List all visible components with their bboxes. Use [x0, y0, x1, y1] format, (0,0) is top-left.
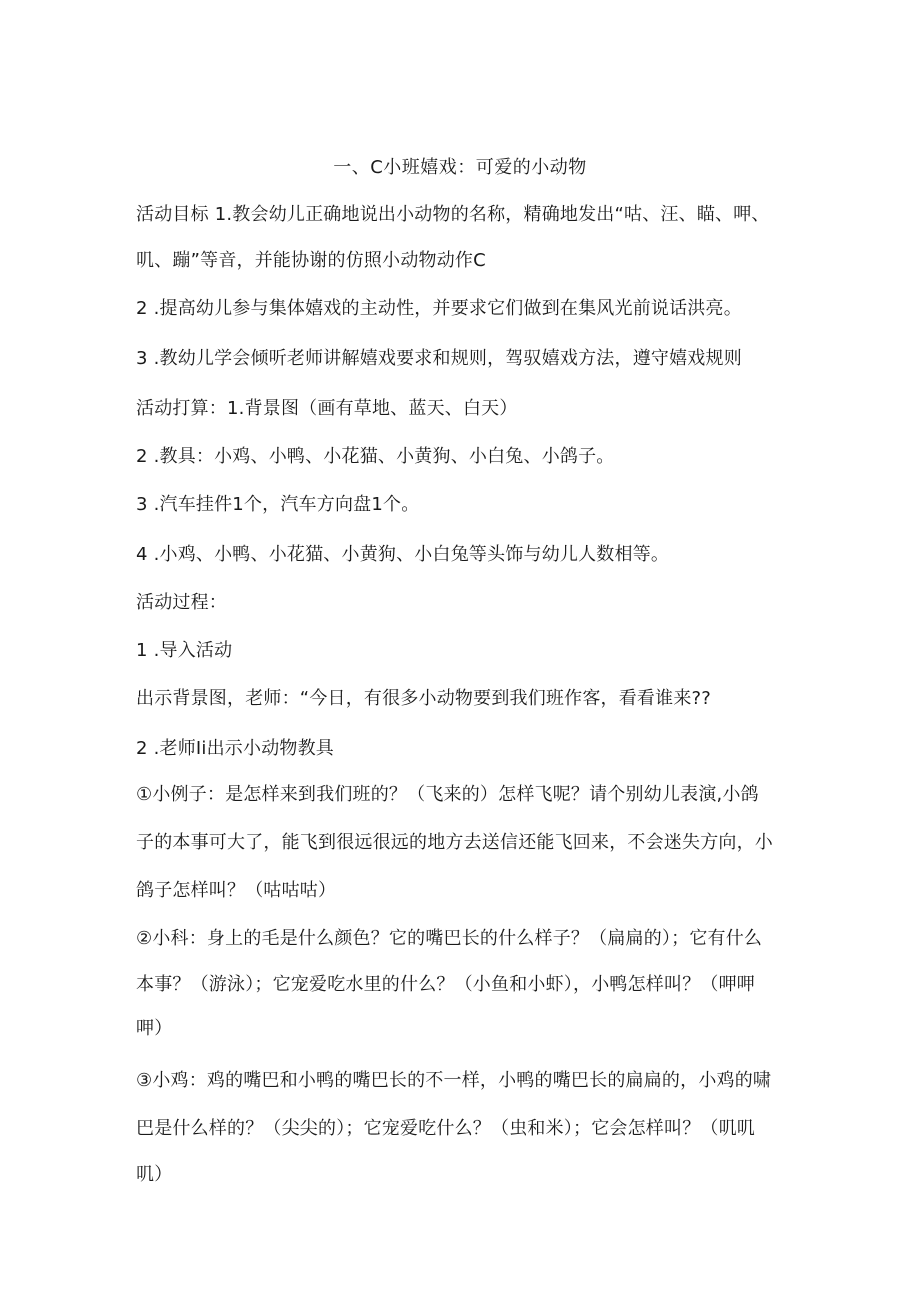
text-line: ③小鸡：鸡的嘴巴和小鸭的嘴巴长的不一样，小鸭的嘴巴长的扁扁的，小鸡的啸	[136, 1070, 772, 1091]
text-line: 3 .教幼儿学会倾听老师讲解嬉戏要求和规则，驾驭嬉戏方法，遵守嬉戏规则	[136, 348, 742, 369]
text-line: 叽）	[136, 1164, 173, 1185]
text-line: ①小例子：是怎样来到我们班的？（飞来的）怎样飞呢？请个别幼儿表演,小鸽	[136, 784, 759, 805]
text-line: 活动过程：	[136, 592, 227, 613]
text-line: ②小科：身上的毛是什么颜色？它的嘴巴长的什么样子？（扁扁的）；它有什么	[136, 928, 763, 949]
text-line: 巴是什么样的？（尖尖的）；它宠爱吃什么？（虫和米）；它会怎样叫？（叽叽	[136, 1118, 755, 1139]
text-line: 本事？（游泳）；它宠爱吃水里的什么？（小鱼和小虾），小鸭怎样叫？（呷呷	[136, 974, 755, 995]
text-line: 呷）	[136, 1018, 173, 1039]
text-line: 活动打算：1.背景图（画有草地、蓝天、白天）	[136, 398, 518, 419]
text-line: 4 .小鸡、小鸭、小花猫、小黄狗、小白兔等头饰与幼儿人数相等。	[136, 544, 670, 565]
text-line: 2 .提高幼儿参与集体嬉戏的主动性，并要求它们做到在集风光前说话洪亮。	[136, 298, 742, 319]
text-line: 出示背景图，老师：“今日，有很多小动物要到我们班作客，看看谁来??	[136, 688, 712, 709]
text-line: 2 .老师Ii出示小动物教具	[136, 738, 335, 759]
text-line: 2 .教具：小鸡、小鸭、小花猫、小黄狗、小白兔、小鸽子。	[136, 446, 615, 467]
text-line: 1 .导入活动	[136, 640, 233, 661]
text-line: 鸽子怎样叫？（咕咕咕）	[136, 880, 337, 901]
text-line: 活动目标 1.教会幼儿正确地说出小动物的名称，精确地发出“咕、汪、瞄、呷、	[136, 204, 770, 225]
text-line: 叽、蹦”等音，并能协谢的仿照小动物动作C	[136, 250, 486, 271]
text-line: 子的本事可大了，能飞到很远很远的地方去送信还能飞回来，不会迷失方向，小	[136, 832, 773, 853]
page-title: 一、C小班嬉戏：可爱的小动物	[333, 157, 587, 178]
text-line: 3 .汽车挂件1个，汽车方向盘1个。	[136, 494, 420, 515]
